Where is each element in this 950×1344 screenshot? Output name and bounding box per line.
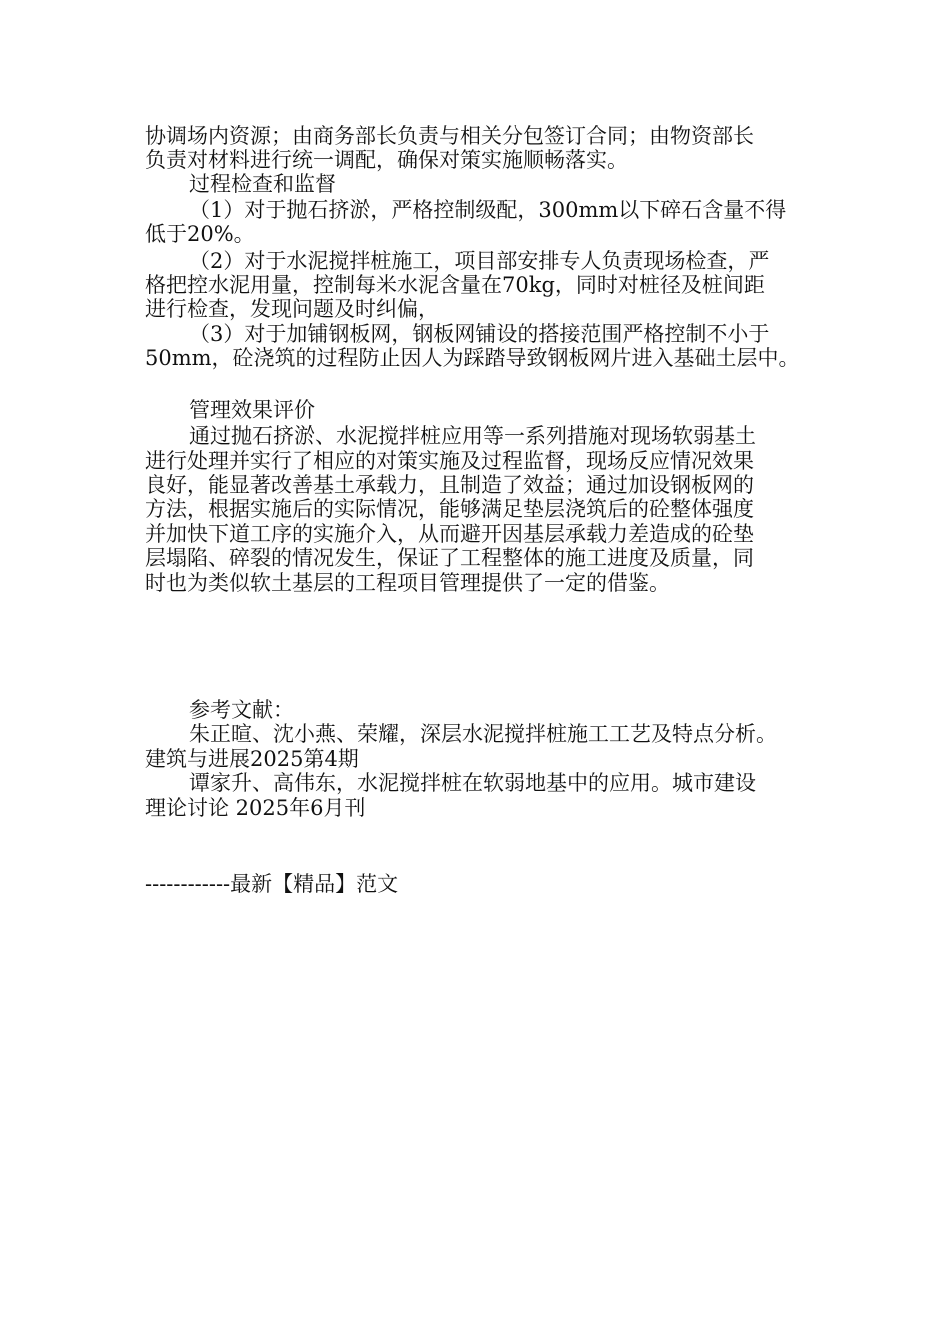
paragraph-line: 低于20%。 <box>145 222 255 246</box>
references-heading: 参考文献： <box>189 698 294 722</box>
paragraph-line: 50mm，砼浇筑的过程防止因人为踩踏导致钢板网片进入基础土层中。 <box>145 346 800 370</box>
paragraph-line: 格把控水泥用量，控制每米水泥含量在70kg，同时对桩径及桩间距 <box>145 273 765 297</box>
reference-item-continued: 建筑与进展2025第4期 <box>145 747 359 771</box>
paragraph-line: 负责对材料进行统一调配，确保对策实施顺畅落实。 <box>145 148 628 172</box>
paragraph-line: 进行检查，发现问题及时纠偏， <box>145 297 439 321</box>
reference-item-continued: 理论讨论 2025年6月刊 <box>145 796 366 820</box>
reference-item: 朱正暄、沈小燕、荣耀，深层水泥搅拌桩施工工艺及特点分析。 <box>189 722 777 746</box>
list-item-2: （2）对于水泥搅拌桩施工，项目部安排专人负责现场检查，严 <box>189 249 770 273</box>
paragraph-line: 并加快下道工序的实施介入，从而避开因基层承载力差造成的砼垫 <box>145 522 754 546</box>
footer-line: ------------最新【精品】范文 <box>145 872 399 896</box>
paragraph-line: 时也为类似软土基层的工程项目管理提供了一定的借鉴。 <box>145 571 670 595</box>
list-item-3: （3）对于加铺钢板网，钢板网铺设的搭接范围严格控制不小于 <box>189 322 770 346</box>
section-heading-process-check: 过程检查和监督 <box>189 172 336 196</box>
paragraph-line: 协调场内资源；由商务部长负责与相关分包签订合同；由物资部长 <box>145 124 754 148</box>
reference-item: 谭家升、高伟东，水泥搅拌桩在软弱地基中的应用。城市建设 <box>189 771 756 795</box>
section-heading-evaluation: 管理效果评价 <box>189 398 315 422</box>
paragraph-line: 层塌陷、碎裂的情况发生，保证了工程整体的施工进度及质量，同 <box>145 546 754 570</box>
paragraph-line: 通过抛石挤淤、水泥搅拌桩应用等一系列措施对现场软弱基土 <box>189 424 756 448</box>
paragraph-line: 方法，根据实施后的实际情况，能够满足垫层浇筑后的砼整体强度 <box>145 497 754 521</box>
paragraph-line: 良好，能显著改善基土承载力，且制造了效益；通过加设钢板网的 <box>145 473 754 497</box>
list-item-1: （1）对于抛石挤淤，严格控制级配，300mm以下碎石含量不得 <box>189 198 787 222</box>
paragraph-line: 进行处理并实行了相应的对策实施及过程监督，现场反应情况效果 <box>145 449 754 473</box>
